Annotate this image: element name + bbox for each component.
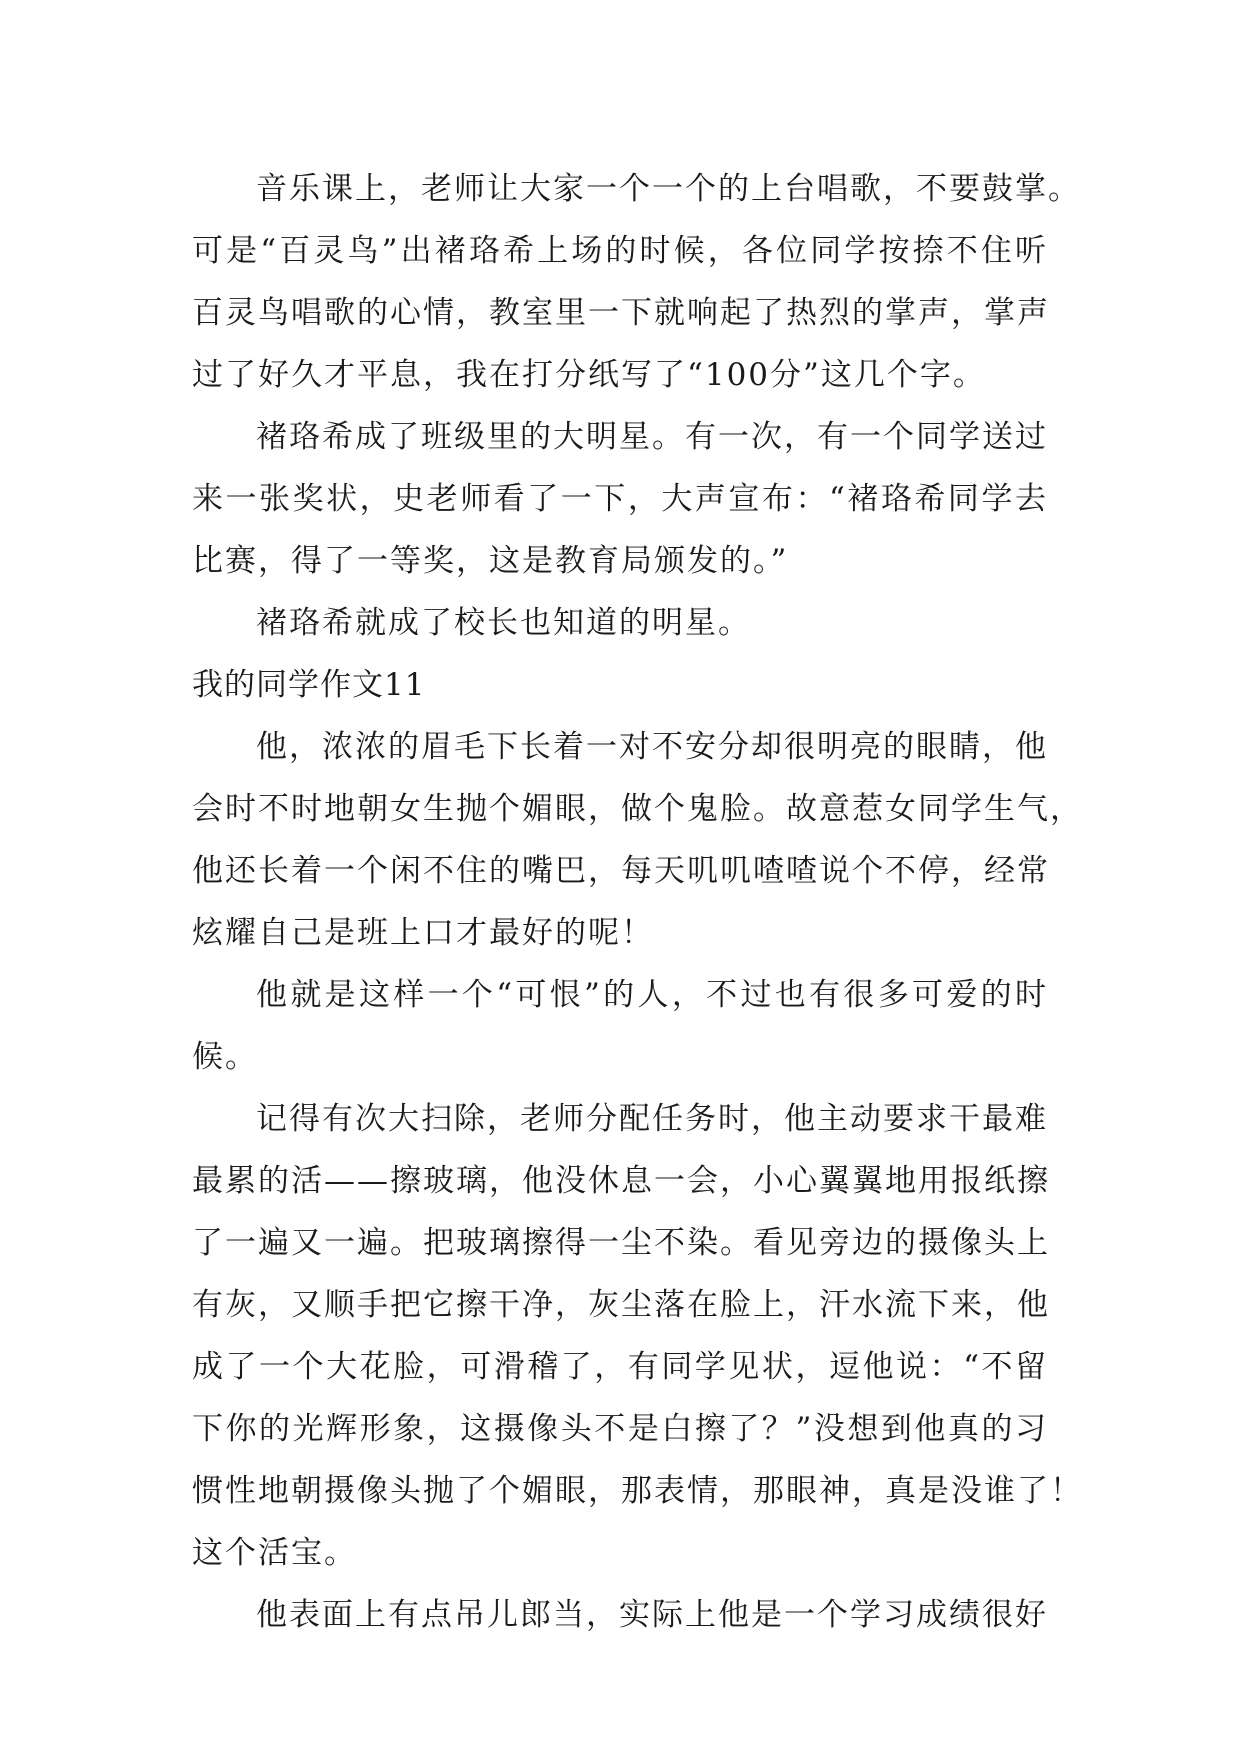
text-line: 过了好久才平息，我在打分纸写了“100分”这几个字。 <box>192 357 986 393</box>
text-line: 他，浓浓的眉毛下长着一对不安分却很明亮的眼睛，他 <box>256 729 1048 765</box>
text-line: 百灵鸟唱歌的心情，教室里一下就响起了热烈的掌声，掌声 <box>192 295 1050 331</box>
text-line: 他就是这样一个“可恨”的人，不过也有很多可爱的时 <box>256 977 1048 1013</box>
text-line: 他还长着一个闲不住的嘴巴，每天叽叽喳喳说个不停，经常 <box>192 853 1050 889</box>
text-line: 来一张奖状，史老师看了一下，大声宣布：“褚珞希同学去 <box>192 481 1048 517</box>
text-line: 音乐课上，老师让大家一个一个的上台唱歌，不要鼓掌。 <box>256 171 1081 207</box>
text-line: 这个活宝。 <box>192 1535 357 1571</box>
text-line: 会时不时地朝女生抛个媚眼，做个鬼脸。故意惹女同学生气， <box>192 791 1083 827</box>
text-line: 褚珞希就成了校长也知道的明星。 <box>256 605 751 641</box>
text-line: 候。 <box>192 1039 258 1075</box>
text-line: 成了一个大花脸，可滑稽了，有同学见状，逗他说：“不留 <box>192 1349 1048 1385</box>
text-line: 最累的活——擦玻璃，他没休息一会，小心翼翼地用报纸擦 <box>192 1163 1050 1199</box>
text-line: 他表面上有点吊儿郎当，实际上他是一个学习成绩很好 <box>256 1597 1048 1633</box>
text-line: 可是“百灵鸟”出褚珞希上场的时候，各位同学按捺不住听 <box>192 233 1048 269</box>
section-heading: 我的同学作文11 <box>192 667 426 703</box>
text-line: 惯性地朝摄像头抛了个媚眼，那表情，那眼神，真是没谁了！ <box>192 1473 1083 1509</box>
text-line: 下你的光辉形象，这摄像头不是白擦了？”没想到他真的习 <box>192 1411 1048 1447</box>
text-line: 记得有次大扫除，老师分配任务时，他主动要求干最难 <box>256 1101 1048 1137</box>
text-line: 了一遍又一遍。把玻璃擦得一尘不染。看见旁边的摄像头上 <box>192 1225 1050 1261</box>
text-line: 炫耀自己是班上口才最好的呢！ <box>192 915 654 951</box>
text-line: 有灰，又顺手把它擦干净，灰尘落在脸上，汗水流下来，他 <box>192 1287 1050 1323</box>
document-body <box>192 158 1083 1646</box>
text-line: 比赛，得了一等奖，这是教育局颁发的。” <box>192 543 789 579</box>
text-line: 褚珞希成了班级里的大明星。有一次，有一个同学送过 <box>256 419 1048 455</box>
